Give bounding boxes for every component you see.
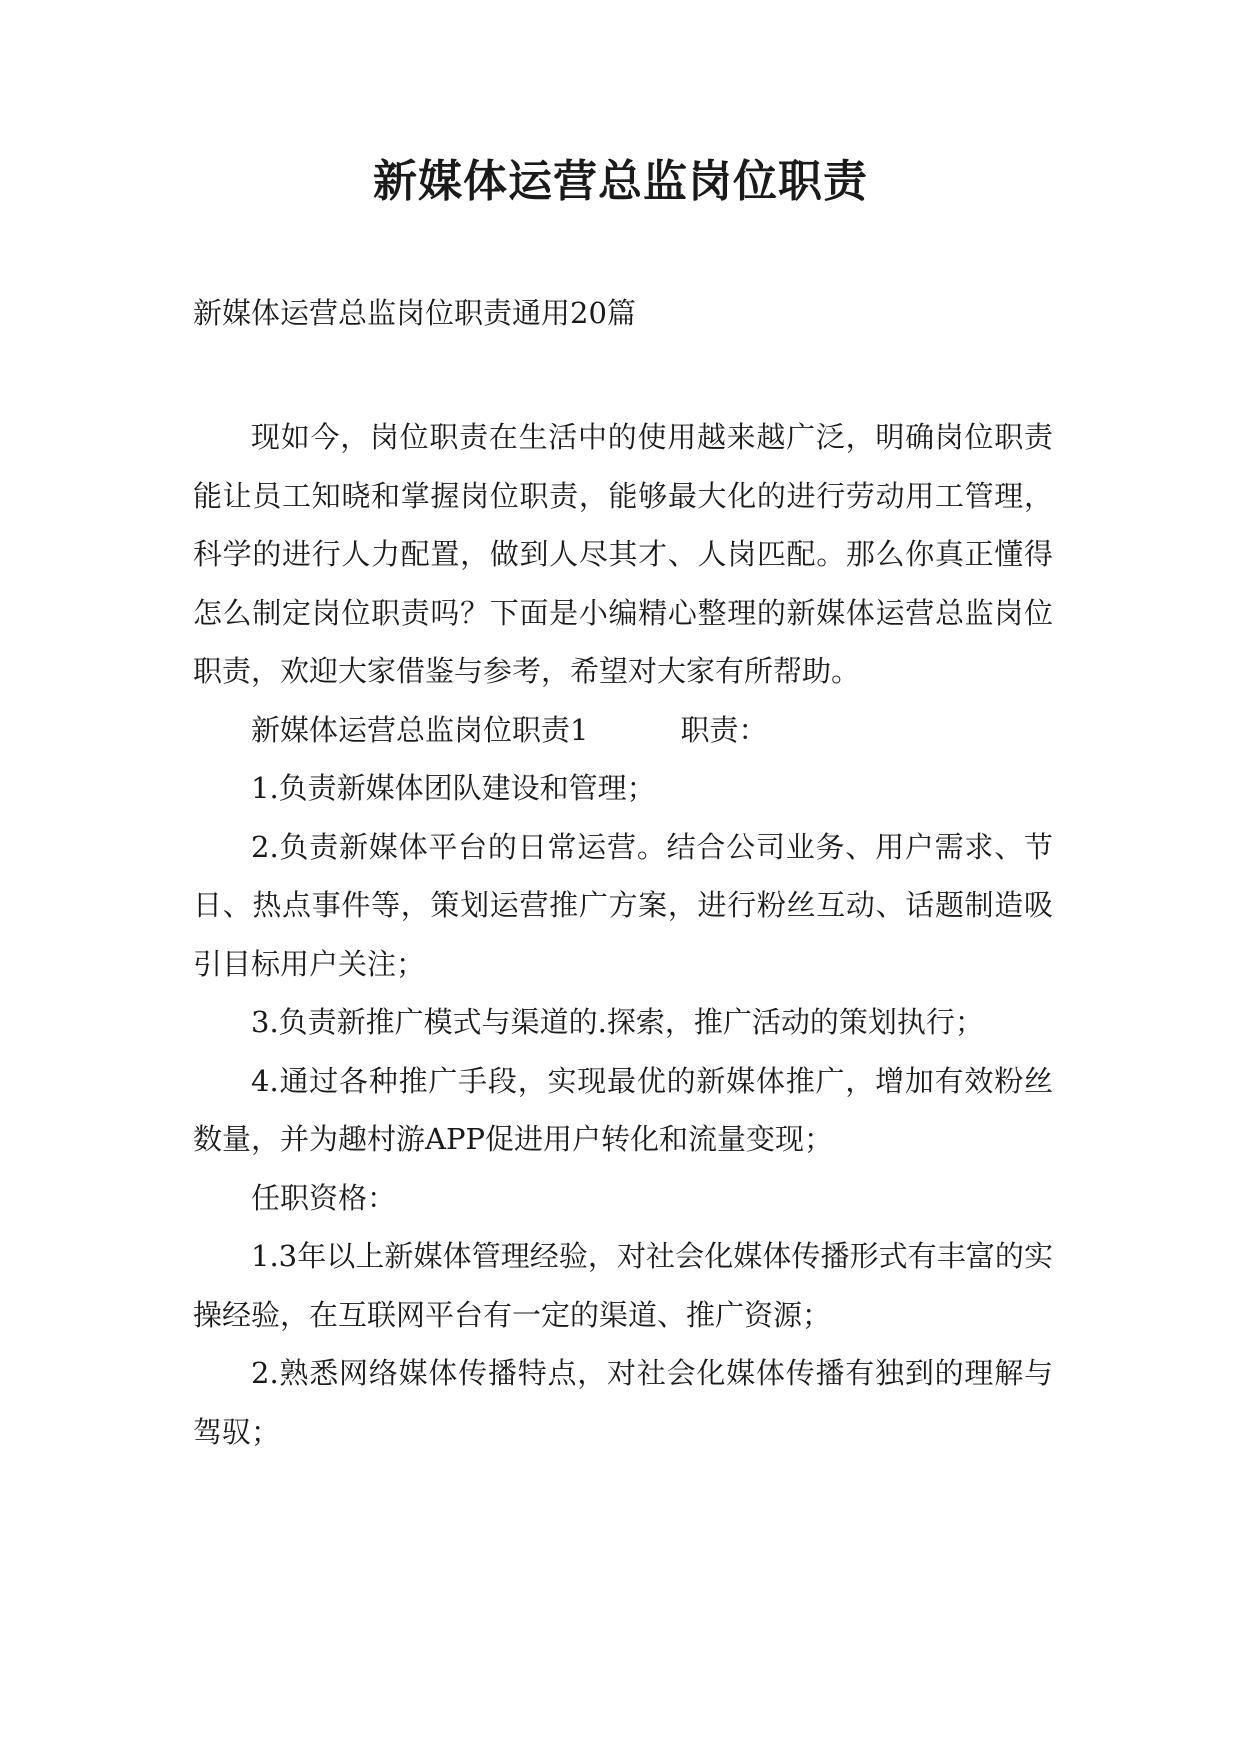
intro-paragraph: 现如今，岗位职责在生活中的使用越来越广泛，明确岗位职责能让员工知晓和掌握岗位职责，能够最大化的进行劳动用工管理，科学的进行人力配置，做到人尽其才、人岗匹配。那么你真正懂得怎么制定岗位职责吗？下面是小编精心整理的新媒体运营总监岗位职责，欢迎大家借鉴与参考，希望对大家有所帮助。: [193, 420, 1053, 688]
document-title: 新媒体运营总监岗位职责: [373, 156, 868, 207]
qualification-item: 2.熟悉网络媒体传播特点，对社会化媒体传播有独到的理解与驾驭；: [193, 1356, 1053, 1449]
qualifications-label: 任职资格：: [251, 1180, 397, 1215]
duty-item: 4.通过各种推广手段，实现最优的新媒体推广，增加有效粉丝数量，并为趣村游APP促进用户转化和流量变现；: [193, 1063, 1053, 1156]
qualification-item: 1.3年以上新媒体管理经验，对社会化媒体传播形式有丰富的实操经验，在互联网平台有一定的渠道、推广资源；: [193, 1239, 1053, 1332]
document-body: [193, 408, 1053, 1461]
duty-item: 1.负责新媒体团队建设和管理；: [251, 771, 656, 805]
document-subtitle: 新媒体运营总监岗位职责通用20篇: [193, 296, 636, 330]
section-heading: 新媒体运营总监岗位职责1: [251, 712, 589, 747]
section-heading-line: [193, 701, 1053, 760]
duties-label: 职责：: [680, 712, 768, 747]
duty-item: 3.负责新推广模式与渠道的.探索，推广活动的策划执行；: [251, 1005, 984, 1039]
duty-item: 2.负责新媒体平台的日常运营。结合公司业务、用户需求、节日、热点事件等，策划运营推广方案，进行粉丝互动、话题制造吸引目标用户关注；: [193, 829, 1053, 981]
